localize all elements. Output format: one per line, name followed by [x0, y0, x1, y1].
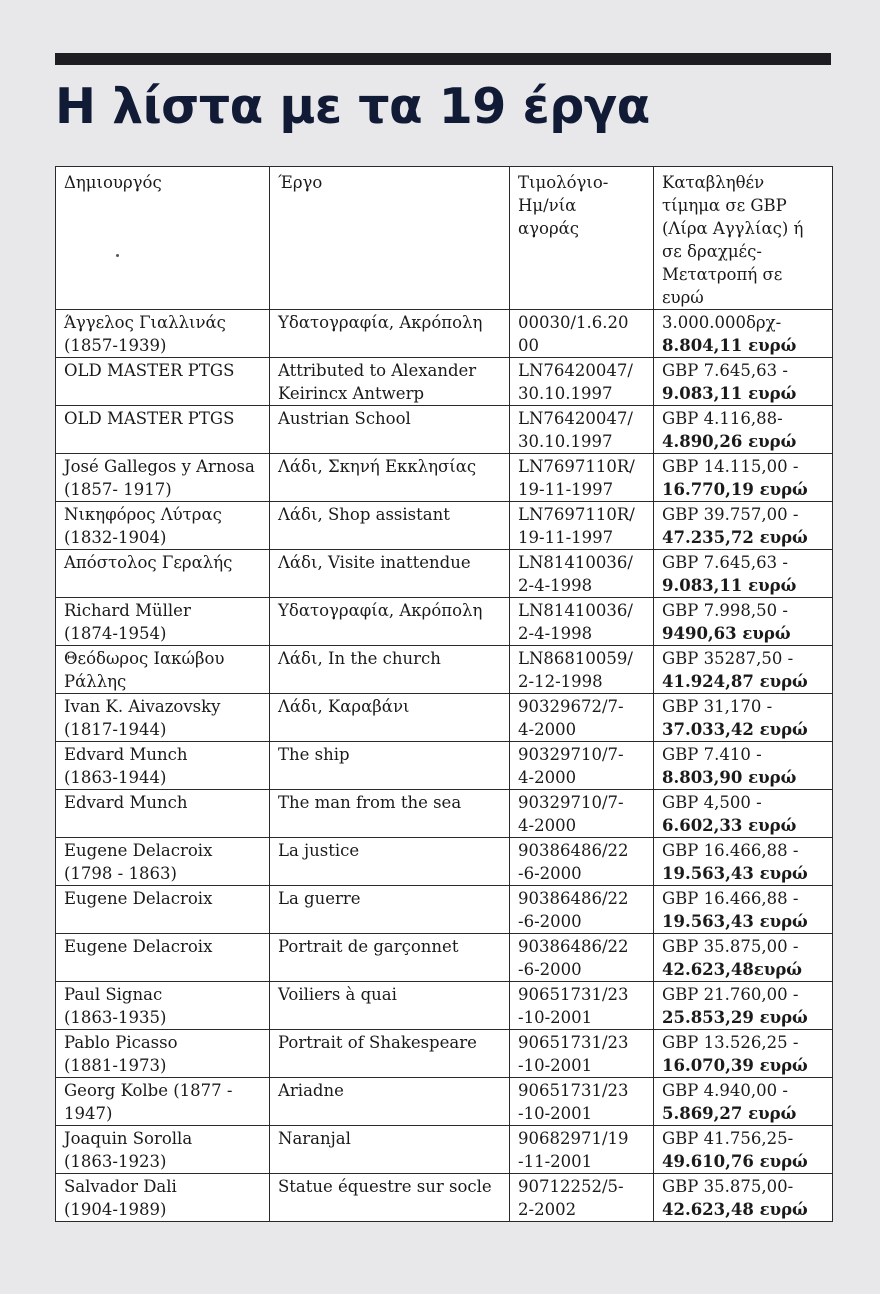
cell-creator: Paul Signac (1863-1935)	[56, 982, 270, 1030]
cell-price: 3.000.000δρχ- 8.804,11 ευρώ	[654, 310, 833, 358]
cell-work: Λάδι, Καραβάνι	[270, 694, 510, 742]
cell-invoice: 90386486/22 -6-2000	[510, 934, 654, 982]
cell-invoice: 90651731/23 -10-2001	[510, 1030, 654, 1078]
cell-invoice: 90386486/22 -6-2000	[510, 886, 654, 934]
euro-amount: 16.770,19 ευρώ	[662, 480, 808, 499]
cell-creator: Georg Kolbe (1877 - 1947)	[56, 1078, 270, 1126]
cell-creator: Richard Müller (1874-1954)	[56, 598, 270, 646]
cell-invoice: LN76420047/ 30.10.1997	[510, 406, 654, 454]
header-invoice: Τιμολόγιο- Ημ/νία αγοράς	[510, 167, 654, 310]
cell-work: Λάδι, Visite inattendue	[270, 550, 510, 598]
euro-amount: 42.623,48 ευρώ	[662, 1200, 808, 1219]
cell-work: La justice	[270, 838, 510, 886]
cell-price: GBP 7.645,63 - 9.083,11 ευρώ	[654, 550, 833, 598]
euro-amount: 41.924,87 ευρώ	[662, 672, 808, 691]
cell-work: Statue équestre sur socle	[270, 1174, 510, 1222]
cell-price: GBP 31,170 - 37.033,42 ευρώ	[654, 694, 833, 742]
cell-creator: OLD MASTER PTGS	[56, 358, 270, 406]
cell-price: GBP 7.410 - 8.803,90 ευρώ	[654, 742, 833, 790]
header-work: Έργο	[270, 167, 510, 310]
cell-work: Ariadne	[270, 1078, 510, 1126]
euro-amount: 8.803,90 ευρώ	[662, 768, 797, 787]
cell-work: Voiliers à quai	[270, 982, 510, 1030]
top-rule	[55, 53, 831, 65]
cell-work: Υδατογραφία, Ακρόπολη	[270, 598, 510, 646]
cell-creator: Απόστολος Γεραλής	[56, 550, 270, 598]
euro-amount: 4.890,26 ευρώ	[662, 432, 797, 451]
table-row	[56, 1174, 833, 1222]
cell-work: Attributed to Alexander Keirincx Antwerp	[270, 358, 510, 406]
table-row	[56, 550, 833, 598]
cell-price: GBP 4,500 - 6.602,33 ευρώ	[654, 790, 833, 838]
euro-amount: 5.869,27 ευρώ	[662, 1104, 797, 1123]
cell-creator: OLD MASTER PTGS	[56, 406, 270, 454]
table-row	[56, 1126, 833, 1174]
cell-work: Λάδι, Shop assistant	[270, 502, 510, 550]
cell-invoice: 90712252/5- 2-2002	[510, 1174, 654, 1222]
header-price: Καταβληθέν τίμημα σε GBP (Λίρα Αγγλίας) ή σε δραχμές- Μετατροπή σε ευρώ	[654, 167, 833, 310]
cell-price: GBP 7.645,63 - 9.083,11 ευρώ	[654, 358, 833, 406]
cell-invoice: 90329672/7- 4-2000	[510, 694, 654, 742]
cell-creator: Νικηφόρος Λύτρας (1832-1904)	[56, 502, 270, 550]
cell-price: GBP 35287,50 - 41.924,87 ευρώ	[654, 646, 833, 694]
euro-amount: 8.804,11 ευρώ	[662, 336, 797, 355]
cell-work: Austrian School	[270, 406, 510, 454]
table-row	[56, 358, 833, 406]
table-row	[56, 838, 833, 886]
table-row	[56, 310, 833, 358]
cell-price: GBP 21.760,00 - 25.853,29 ευρώ	[654, 982, 833, 1030]
cell-creator: Joaquin Sorolla (1863-1923)	[56, 1126, 270, 1174]
cell-creator: Salvador Dali (1904-1989)	[56, 1174, 270, 1222]
cell-invoice: LN7697110R/ 19-11-1997	[510, 454, 654, 502]
euro-amount: 49.610,76 ευρώ	[662, 1152, 808, 1171]
cell-creator: Eugene Delacroix (1798 - 1863)	[56, 838, 270, 886]
euro-amount: 47.235,72 ευρώ	[662, 528, 808, 547]
table-row	[56, 598, 833, 646]
speck	[116, 254, 119, 257]
cell-creator: Edvard Munch (1863-1944)	[56, 742, 270, 790]
page-title: Η λίστα με τα 19 έργα	[55, 78, 650, 135]
cell-work: Portrait of Shakespeare	[270, 1030, 510, 1078]
cell-creator: Ivan K. Aivazovsky (1817-1944)	[56, 694, 270, 742]
cell-invoice: LN86810059/ 2-12-1998	[510, 646, 654, 694]
cell-work: The ship	[270, 742, 510, 790]
cell-price: GBP 39.757,00 - 47.235,72 ευρώ	[654, 502, 833, 550]
cell-price: GBP 4.940,00 - 5.869,27 ευρώ	[654, 1078, 833, 1126]
euro-amount: 16.070,39 ευρώ	[662, 1056, 808, 1075]
table-header-row	[56, 167, 833, 310]
cell-invoice: LN81410036/ 2-4-1998	[510, 550, 654, 598]
cell-creator: Edvard Munch	[56, 790, 270, 838]
cell-invoice: 90329710/7- 4-2000	[510, 790, 654, 838]
cell-work: La guerre	[270, 886, 510, 934]
euro-amount: 19.563,43 ευρώ	[662, 864, 808, 883]
cell-creator: Θεόδωρος Ιακώβου Ράλλης	[56, 646, 270, 694]
cell-price: GBP 41.756,25- 49.610,76 ευρώ	[654, 1126, 833, 1174]
cell-invoice: 90682971/19 -11-2001	[510, 1126, 654, 1174]
cell-creator: José Gallegos y Arnosa (1857- 1917)	[56, 454, 270, 502]
cell-work: Naranjal	[270, 1126, 510, 1174]
table-row	[56, 1030, 833, 1078]
table-row	[56, 934, 833, 982]
table-row	[56, 1078, 833, 1126]
cell-invoice: 00030/1.6.20 00	[510, 310, 654, 358]
cell-invoice: LN81410036/ 2-4-1998	[510, 598, 654, 646]
cell-work: Λάδι, In the church	[270, 646, 510, 694]
cell-price: GBP 14.115,00 - 16.770,19 ευρώ	[654, 454, 833, 502]
cell-invoice: 90651731/23 -10-2001	[510, 982, 654, 1030]
table-row	[56, 886, 833, 934]
euro-amount: 9.083,11 ευρώ	[662, 384, 797, 403]
euro-amount: 9.083,11 ευρώ	[662, 576, 797, 595]
cell-invoice: LN76420047/ 30.10.1997	[510, 358, 654, 406]
euro-amount: 6.602,33 ευρώ	[662, 816, 797, 835]
euro-amount: 19.563,43 ευρώ	[662, 912, 808, 931]
cell-price: GBP 16.466,88 - 19.563,43 ευρώ	[654, 838, 833, 886]
euro-amount: 25.853,29 ευρώ	[662, 1008, 808, 1027]
cell-creator: Eugene Delacroix	[56, 934, 270, 982]
cell-invoice: 90386486/22 -6-2000	[510, 838, 654, 886]
cell-creator: Pablo Picasso (1881-1973)	[56, 1030, 270, 1078]
table-row	[56, 982, 833, 1030]
cell-price: GBP 4.116,88- 4.890,26 ευρώ	[654, 406, 833, 454]
cell-price: GBP 13.526,25 - 16.070,39 ευρώ	[654, 1030, 833, 1078]
cell-price: GBP 16.466,88 - 19.563,43 ευρώ	[654, 886, 833, 934]
cell-invoice: 90651731/23 -10-2001	[510, 1078, 654, 1126]
euro-amount: 9490,63 ευρώ	[662, 624, 791, 643]
cell-price: GBP 35.875,00- 42.623,48 ευρώ	[654, 1174, 833, 1222]
table-row	[56, 694, 833, 742]
header-creator: Δημιουργός	[56, 167, 270, 310]
cell-invoice: 90329710/7- 4-2000	[510, 742, 654, 790]
euro-amount: 37.033,42 ευρώ	[662, 720, 808, 739]
table-row	[56, 646, 833, 694]
cell-work: Portrait de garçonnet	[270, 934, 510, 982]
table-row	[56, 502, 833, 550]
euro-amount: 42.623,48ευρώ	[662, 960, 803, 979]
table-row	[56, 790, 833, 838]
artworks-table	[55, 166, 833, 1222]
cell-work: Λάδι, Σκηνή Εκκλησίας	[270, 454, 510, 502]
cell-work: The man from the sea	[270, 790, 510, 838]
table-row	[56, 742, 833, 790]
cell-price: GBP 35.875,00 - 42.623,48ευρώ	[654, 934, 833, 982]
cell-creator: Eugene Delacroix	[56, 886, 270, 934]
cell-creator: Άγγελος Γιαλλινάς (1857-1939)	[56, 310, 270, 358]
cell-price: GBP 7.998,50 - 9490,63 ευρώ	[654, 598, 833, 646]
cell-work: Υδατογραφία, Ακρόπολη	[270, 310, 510, 358]
table-row	[56, 406, 833, 454]
cell-invoice: LN7697110R/ 19-11-1997	[510, 502, 654, 550]
table-row	[56, 454, 833, 502]
